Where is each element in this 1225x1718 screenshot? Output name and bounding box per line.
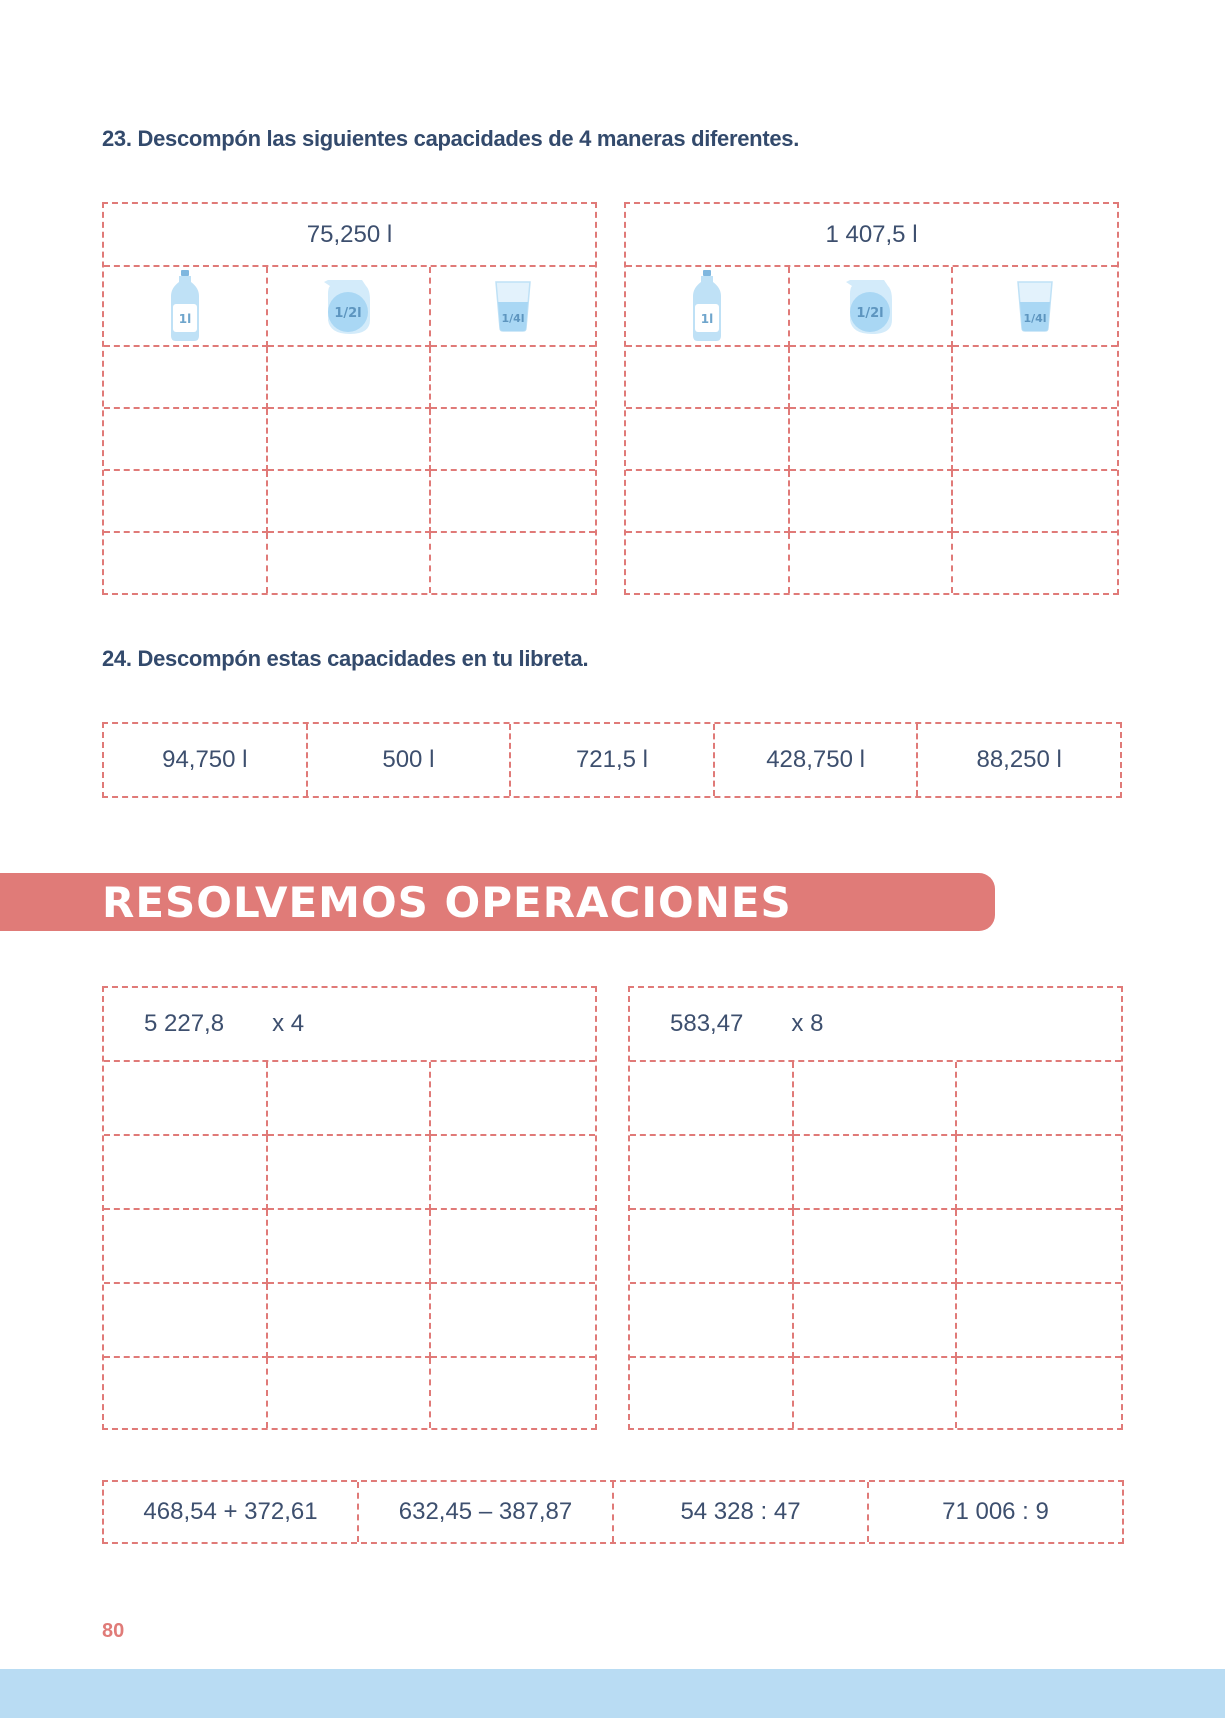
answer-cell[interactable] — [268, 1210, 432, 1284]
answer-cell[interactable] — [630, 1210, 794, 1284]
answer-cell[interactable] — [630, 1284, 794, 1358]
answer-cell[interactable] — [626, 409, 790, 471]
answer-cell[interactable] — [268, 1358, 432, 1428]
capacity-label: 75,250 l — [104, 204, 595, 267]
answer-cell[interactable] — [431, 533, 595, 593]
capacity-value: 88,250 l — [976, 746, 1062, 773]
answer-cell[interactable] — [626, 347, 790, 409]
operations-strip — [102, 1480, 1124, 1544]
answer-cell[interactable] — [790, 409, 954, 471]
jug-icon — [790, 267, 954, 347]
answer-cell[interactable] — [630, 1358, 794, 1428]
section-banner — [0, 873, 995, 931]
answer-cell[interactable] — [104, 471, 268, 533]
operation-item: 71 006 : 9 — [942, 1498, 1049, 1525]
answer-cell[interactable] — [794, 1358, 958, 1428]
svg-text:1/2l: 1/2l — [334, 306, 363, 321]
answer-cell[interactable] — [268, 533, 432, 593]
operation-item: 468,54 + 372,61 — [104, 1482, 359, 1542]
answer-cell[interactable] — [104, 347, 268, 409]
operation-item: 632,45 – 387,87 — [359, 1482, 614, 1542]
exercise-24-heading: 24. Descompón estas capacidades en tu libreta. — [102, 646, 589, 671]
bottle-icon — [104, 267, 268, 347]
answer-cell[interactable] — [268, 409, 432, 471]
decomposition-table-2 — [624, 202, 1119, 595]
answer-cell[interactable] — [268, 471, 432, 533]
answer-cell[interactable] — [104, 409, 268, 471]
section-title: RESOLVEMOS OPERACIONES — [102, 878, 792, 927]
answer-cell[interactable] — [104, 533, 268, 593]
answer-cell[interactable] — [953, 409, 1117, 471]
answer-cell[interactable] — [957, 1358, 1121, 1428]
footer-band — [0, 1669, 1225, 1718]
answer-cell[interactable] — [431, 1062, 595, 1136]
answer-cell[interactable] — [268, 347, 432, 409]
capacity-label: 1 407,5 l — [626, 204, 1117, 267]
operation-table-1 — [102, 986, 597, 1430]
svg-text:1l: 1l — [178, 312, 192, 326]
operation-header — [630, 988, 1121, 1062]
answer-cell[interactable] — [626, 471, 790, 533]
svg-text:1/4l: 1/4l — [1023, 312, 1047, 325]
answer-cell[interactable] — [957, 1062, 1121, 1136]
capacity-value: 428,750 l — [715, 724, 919, 796]
answer-cell[interactable] — [794, 1062, 958, 1136]
answer-cell[interactable] — [957, 1210, 1121, 1284]
answer-cell[interactable] — [268, 1284, 432, 1358]
operand: 583,47 — [670, 1010, 744, 1037]
operation-item: 54 328 : 47 — [614, 1482, 869, 1542]
answer-cell[interactable] — [790, 347, 954, 409]
glass-icon — [953, 267, 1117, 347]
answer-cell[interactable] — [790, 533, 954, 593]
answer-cell[interactable] — [104, 1062, 268, 1136]
svg-text:1l: 1l — [700, 312, 714, 326]
bottle-icon — [626, 267, 790, 347]
operation-table-2 — [628, 986, 1123, 1430]
operator: x 8 — [791, 1010, 824, 1037]
answer-cell[interactable] — [794, 1284, 958, 1358]
glass-icon — [431, 267, 595, 347]
answer-cell[interactable] — [953, 347, 1117, 409]
answer-cell[interactable] — [104, 1284, 268, 1358]
svg-text:1/2l: 1/2l — [856, 306, 885, 321]
answer-cell[interactable] — [626, 533, 790, 593]
answer-cell[interactable] — [431, 1358, 595, 1428]
jug-icon — [268, 267, 432, 347]
answer-cell[interactable] — [431, 471, 595, 533]
capacity-value: 500 l — [308, 724, 512, 796]
answer-cell[interactable] — [268, 1136, 432, 1210]
answer-cell[interactable] — [790, 471, 954, 533]
capacity-value: 721,5 l — [511, 724, 715, 796]
answer-cell[interactable] — [431, 1284, 595, 1358]
operand: 5 227,8 — [144, 1010, 225, 1037]
answer-cell[interactable] — [953, 533, 1117, 593]
exercise-23-heading: 23. Descompón las siguientes capacidades de 4 maneras diferentes. — [102, 126, 800, 151]
page-number: 80 — [102, 1620, 125, 1642]
operator: x 4 — [272, 1010, 305, 1037]
answer-cell[interactable] — [431, 347, 595, 409]
capacity-value: 94,750 l — [104, 724, 308, 796]
answer-cell[interactable] — [630, 1136, 794, 1210]
answer-cell[interactable] — [630, 1062, 794, 1136]
answer-cell[interactable] — [957, 1284, 1121, 1358]
answer-cell[interactable] — [953, 471, 1117, 533]
answer-cell[interactable] — [794, 1136, 958, 1210]
operation-header — [104, 988, 595, 1062]
answer-cell[interactable] — [268, 1062, 432, 1136]
answer-cell[interactable] — [104, 1210, 268, 1284]
decomposition-table-1 — [102, 202, 597, 595]
capacities-strip — [102, 722, 1122, 798]
answer-cell[interactable] — [431, 409, 595, 471]
answer-cell[interactable] — [431, 1136, 595, 1210]
answer-cell[interactable] — [431, 1210, 595, 1284]
answer-cell[interactable] — [794, 1210, 958, 1284]
svg-text:1/4l: 1/4l — [501, 312, 525, 325]
answer-cell[interactable] — [957, 1136, 1121, 1210]
answer-cell[interactable] — [104, 1358, 268, 1428]
answer-cell[interactable] — [104, 1136, 268, 1210]
